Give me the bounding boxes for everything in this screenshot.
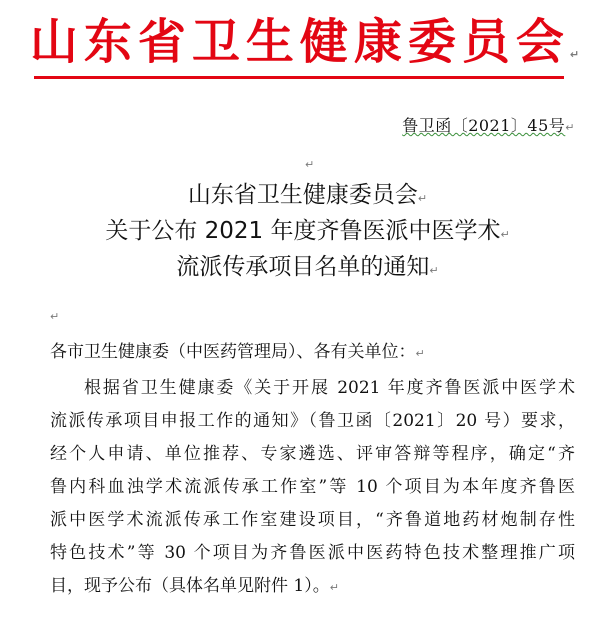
return-mark-icon: ↵ (569, 48, 586, 61)
return-mark-icon: ↵ (417, 192, 428, 205)
salutation (50, 340, 575, 366)
return-mark-icon: ↵ (500, 228, 510, 241)
title-text: 关于公布 2021 年度齐鲁医派中医学术 (105, 218, 501, 244)
body-line-1: 根据省卫生健康委《关于开展 2021 年度齐鲁医派中医学术 (84, 378, 575, 398)
return-mark-icon: ↵ (329, 581, 339, 594)
return-mark-icon: ↵ (429, 264, 439, 277)
return-mark-icon: ↵ (305, 158, 315, 171)
body-line-7-text: 目，现予公布（具体名单见附件 1）。 (50, 576, 330, 596)
title-text: 流派传承项目名单的通知 (176, 254, 430, 280)
letterhead-text: 山东省卫生健康委员会 (29, 14, 570, 70)
document-number (402, 113, 575, 136)
document-title-line-2 (0, 214, 615, 252)
return-mark-icon: ↵ (50, 310, 60, 323)
body-line-3: 经个人申请、单位推荐、专家遴选、评审答辩等程序，确定“齐 (50, 444, 575, 464)
letterhead-rule (34, 76, 564, 79)
body-line-7 (50, 574, 575, 600)
letterhead-org-name (0, 12, 615, 85)
document-number-text: 鲁卫函〔2021〕45号 (402, 116, 566, 135)
document-title-line-3 (0, 250, 615, 288)
return-mark-icon: ↵ (415, 347, 425, 360)
body-line-2: 流派传承项目申报工作的通知》（鲁卫函〔2021〕20 号）要求， (50, 411, 575, 431)
body-line-4: 鲁内科血浊学术流派传承工作室”等 10 个项目为本年度齐鲁医 (50, 477, 575, 497)
body-line-5: 派中医学术流派传承工作室建设项目，“齐鲁道地药材炮制存性 (50, 510, 575, 530)
salutation-text: 各市卫生健康委（中医药管理局）、各有关单位： (50, 342, 416, 362)
return-mark-icon: ↵ (565, 121, 575, 134)
title-text: 山东省卫生健康委员会 (187, 182, 418, 208)
document-title-line-1 (0, 178, 615, 216)
body-line-6: 特色技术”等 30 个项目为齐鲁医派中医药特色技术整理推广项 (50, 543, 575, 563)
